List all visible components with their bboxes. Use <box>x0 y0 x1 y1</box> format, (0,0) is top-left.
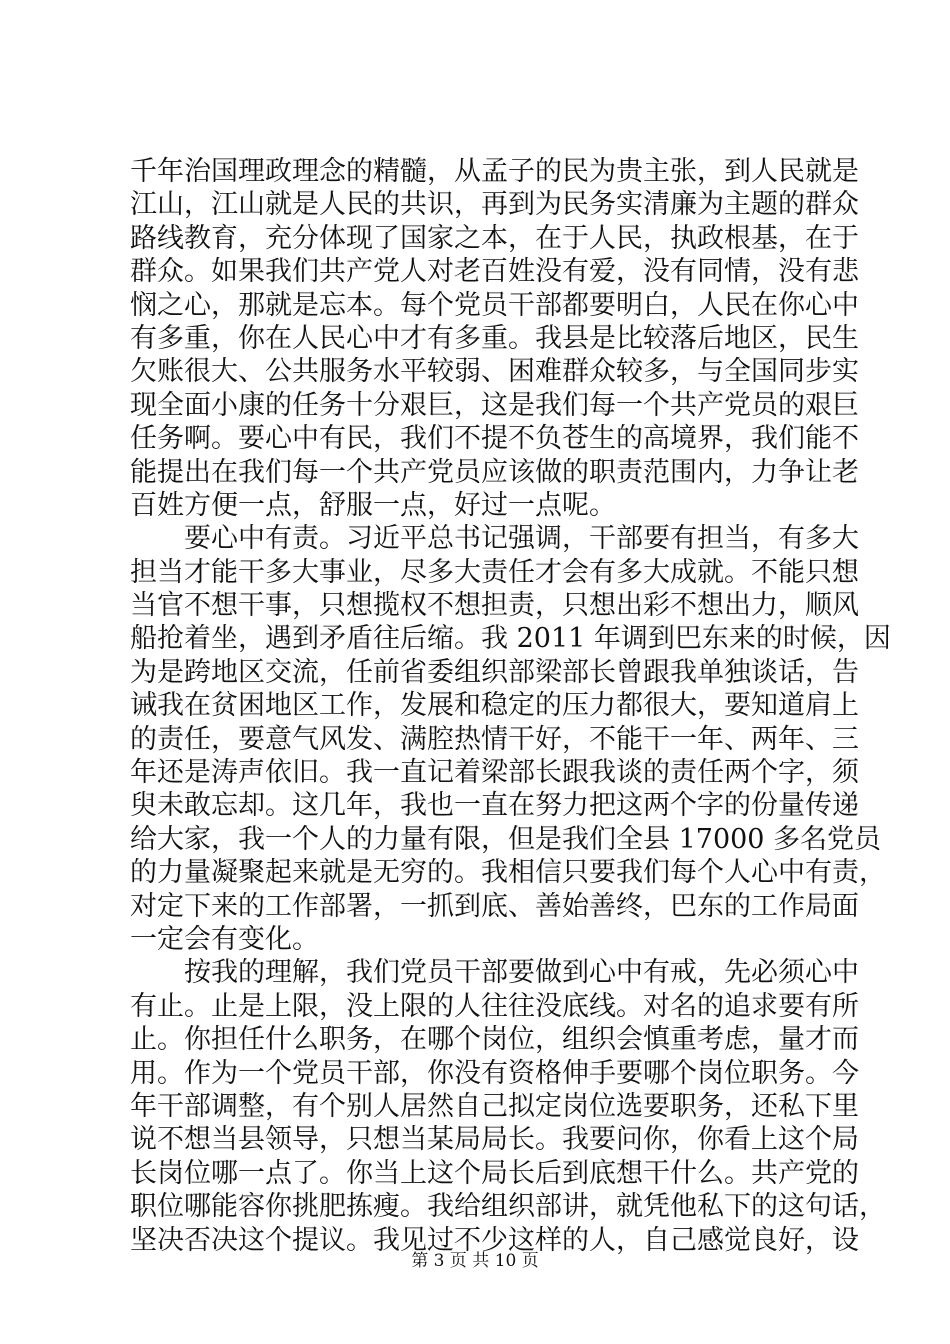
text-line: 欠账很大、公共服务水平较弱、困难群众较多，与全国同步实 <box>130 356 859 388</box>
text-line: 为是跨地区交流，任前省委组织部梁部长曾跟我单独谈话，告 <box>130 656 859 688</box>
text-line: 给大家，我一个人的力量有限，但是我们全县 17000 多名党员 <box>130 823 882 855</box>
text-line: 有多重，你在人民心中才有多重。我县是比较落后地区，民生 <box>130 322 859 354</box>
text-line: 江山，江山就是人民的共识，再到为民务实清廉为主题的群众 <box>130 189 859 221</box>
text-line: 能提出在我们每一个共产党员应该做的职责范围内，力争让老 <box>130 456 859 488</box>
body-text <box>130 155 891 1257</box>
text-line: 千年治国理政理念的精髓，从孟子的民为贵主张，到人民就是 <box>130 156 859 187</box>
text-line: 有止。止是上限，没上限的人往往没底线。对名的追求要有所 <box>130 990 859 1022</box>
text-line: 按我的理解，我们党员干部要做到心中有戒，先必须心中 <box>184 957 859 989</box>
text-line: 任务啊。要心中有民，我们不提不负苍生的高境界，我们能不 <box>130 423 859 455</box>
text-line: 担当才能干多大事业，尽多大责任才会有多大成就。不能只想 <box>130 556 859 588</box>
text-line: 一定会有变化。 <box>130 923 319 955</box>
text-line: 臾未敢忘却。这几年，我也一直在努力把这两个字的份量传递 <box>130 790 859 822</box>
text-line: 坚决否决这个提议。我见过不少这样的人，自己感觉良好，设 <box>130 1224 859 1256</box>
text-line: 长岗位哪一点了。你当上这个局长后到底想干什么。共产党的 <box>130 1157 859 1189</box>
text-line: 悯之心，那就是忘本。每个党员干部都要明白，人民在你心中 <box>130 289 859 321</box>
text-line: 路线教育，充分体现了国家之本，在于人民，执政根基，在于 <box>130 222 859 254</box>
text-line: 当官不想干事，只想揽权不想担责，只想出彩不想出力，顺风 <box>130 590 859 622</box>
text-line: 止。你担任什么职务，在哪个岗位，组织会慎重考虑，量才而 <box>130 1024 859 1056</box>
text-line: 用。作为一个党员干部，你没有资格伸手要哪个岗位职务。今 <box>130 1057 859 1089</box>
text-line: 的责任，要意气风发、满腔热情干好，不能干一年、两年、三 <box>130 723 859 755</box>
page-footer: 第 3 页 共 10 页 <box>411 1251 539 1271</box>
text-line: 现全面小康的任务十分艰巨，这是我们每一个共产党员的艰巨 <box>130 389 859 421</box>
text-line: 年干部调整，有个别人居然自己拟定岗位选要职务，还私下里 <box>130 1090 859 1122</box>
text-line: 的力量凝聚起来就是无穷的。我相信只要我们每个人心中有责， <box>130 857 886 889</box>
text-line: 船抢着坐，遇到矛盾往后缩。我 2011 年调到巴东来的时候，因 <box>130 623 891 655</box>
text-line: 要心中有责。习近平总书记强调，干部要有担当，有多大 <box>184 523 859 555</box>
text-line: 对定下来的工作部署，一抓到底、善始善终，巴东的工作局面 <box>130 890 859 922</box>
text-line: 职位哪能容你挑肥拣瘦。我给组织部讲，就凭他私下的这句话， <box>130 1191 886 1223</box>
text-line: 百姓方便一点，舒服一点，好过一点呢。 <box>130 489 616 521</box>
text-line: 年还是涛声依旧。我一直记着梁部长跟我谈的责任两个字，须 <box>130 757 859 789</box>
text-line: 说不想当县领导，只想当某局局长。我要问你，你看上这个局 <box>130 1124 859 1156</box>
text-line: 群众。如果我们共产党人对老百姓没有爱，没有同情，没有悲 <box>130 256 859 288</box>
text-line: 诫我在贫困地区工作，发展和稳定的压力都很大，要知道肩上 <box>130 690 859 722</box>
